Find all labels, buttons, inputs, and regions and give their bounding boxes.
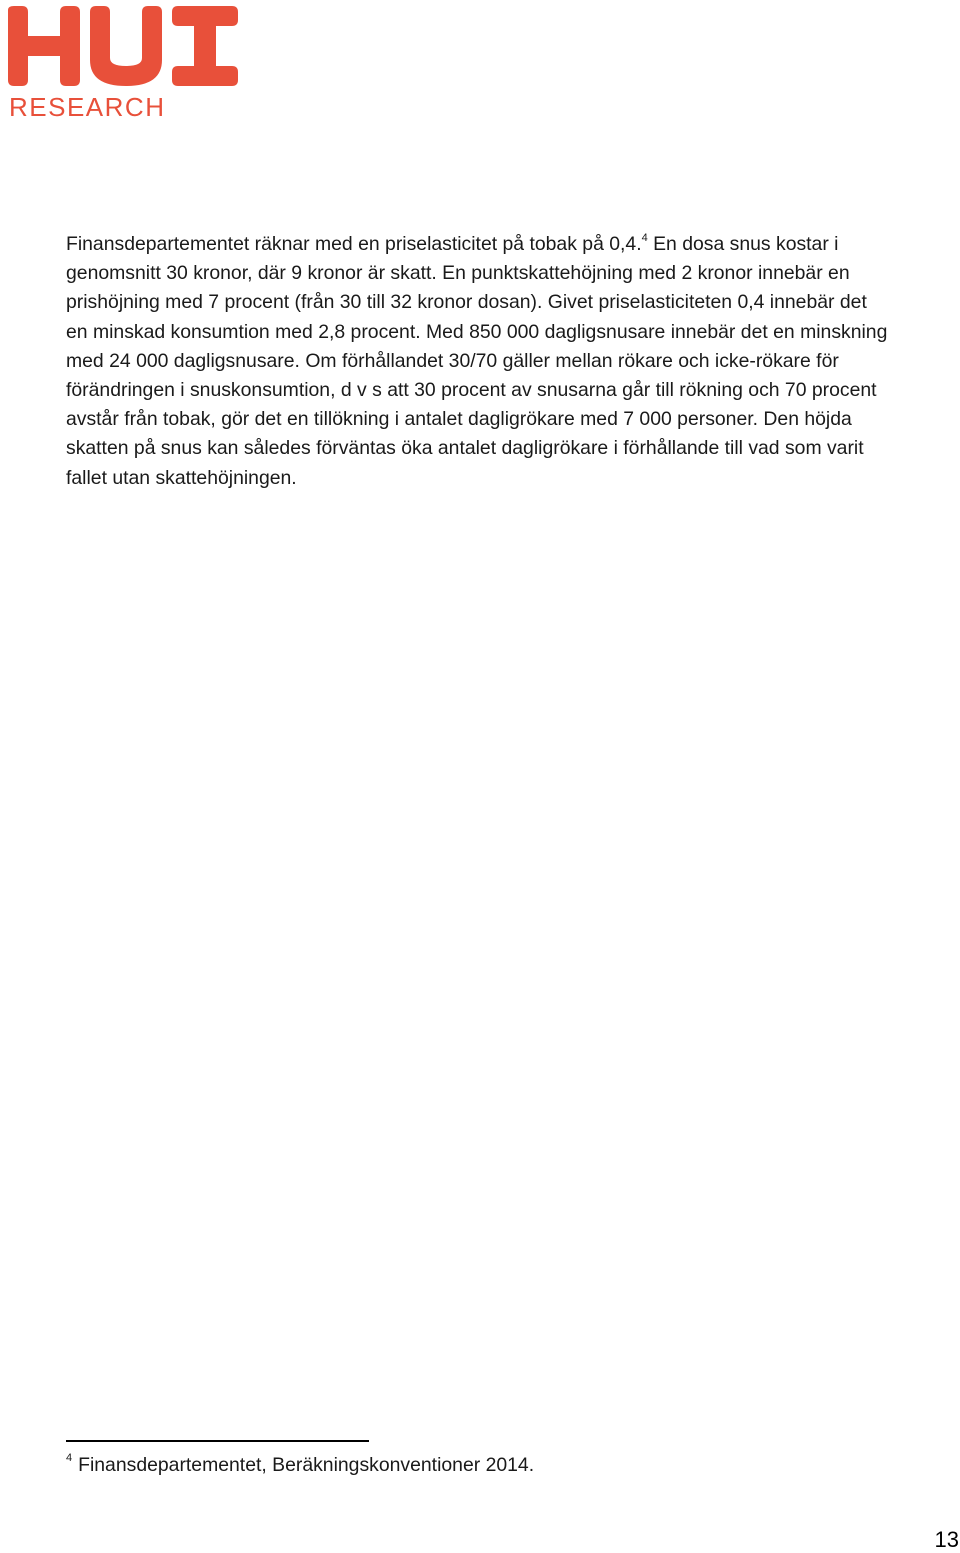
paragraph-line: med 24 000 dagligsnusare. Om förhållandet 30/70 gäller mellan rökare och icke-rökare för — [66, 349, 839, 372]
paragraph-line — [66, 230, 960, 259]
hui-logo-mark — [6, 6, 240, 86]
paragraph-line-text: Finansdepartementet räknar med en priselasticitet på tobak på 0,4. — [66, 233, 642, 255]
paragraph-line: genomsnitt 30 kronor, där 9 kronor är skatt. En punktskattehöjning med 2 kronor innebär en — [66, 262, 850, 285]
footnote-separator — [66, 1440, 369, 1442]
footnote-marker: 4 — [66, 1451, 73, 1464]
page-number: 13 — [934, 1527, 959, 1552]
logo-subtitle: RESEARCH — [9, 92, 166, 122]
paragraph-line: förändringen i snuskonsumtion, d v s att 30 procent av snusarna går till rökning och 70 procent — [66, 379, 877, 402]
paragraph-line-text: En dosa snus kostar i — [653, 233, 839, 255]
paragraph-line: skatten på snus kan således förväntas öka antalet dagligrökare i förhållande till vad som varit — [66, 437, 864, 460]
paragraph-line: prishöjning med 7 procent (från 30 till 32 kronor dosan). Givet priselasticiteten 0,4 innebär det — [66, 291, 867, 314]
body-paragraph — [66, 230, 960, 493]
paragraph-line: en minskad konsumtion med 2,8 procent. Med 850 000 dagligsnusare innebär det en minskning — [66, 320, 888, 343]
footnote — [66, 1451, 534, 1479]
paragraph-line: fallet utan skattehöjningen. — [66, 466, 297, 489]
paragraph-line: avstår från tobak, gör det en tillökning i antalet dagligrökare med 7 000 personer. Den höjda — [66, 408, 852, 431]
footnote-reference[interactable]: 4 — [641, 231, 648, 244]
footnote-text: Finansdepartementet, Beräkningskonventioner 2014. — [78, 1454, 535, 1476]
hui-research-logo — [6, 6, 240, 122]
